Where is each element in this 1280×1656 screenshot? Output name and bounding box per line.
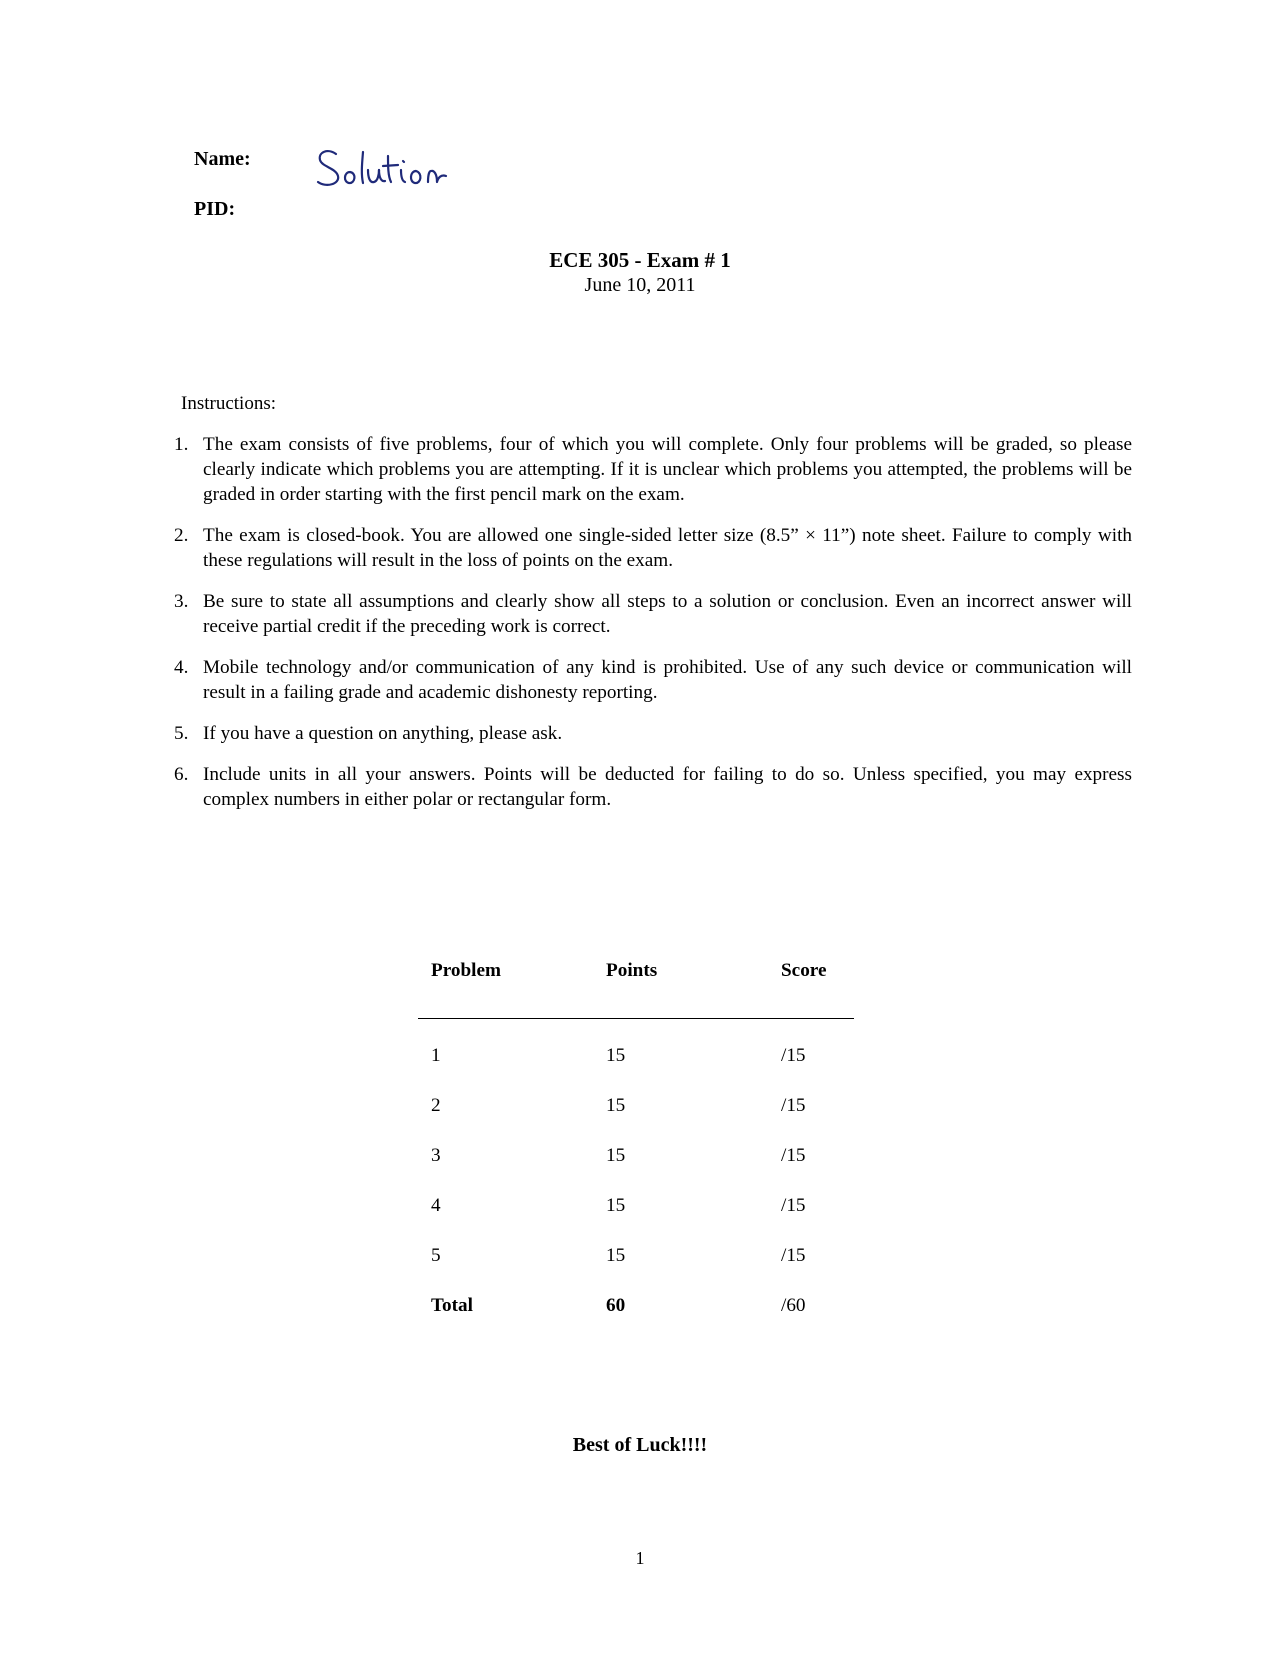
cell-problem: 3 [431,1145,441,1166]
instruction-item [174,523,1132,573]
instruction-number: 2. [174,525,189,546]
instruction-number: 6. [174,764,189,785]
instruction-text: Be sure to state all assumptions and clearly show all steps to a solution or conclusion. Even an incorrect answer will receive partial credit if the preceding work is correct. [203,591,1132,637]
instruction-number: 1. [174,434,189,455]
handwritten-solution-signature [316,142,476,198]
score-table-header-row [418,960,854,1019]
instruction-text: The exam is closed-book. You are allowed one single-sided letter size (8.5” × 11”) note sheet. Failure to comply with these regulations will result in the loss of points on the exam. [203,525,1132,571]
exam-date: June 10, 2011 [584,274,696,296]
total-score: /60 [781,1295,806,1316]
cell-score: /15 [781,1045,806,1066]
name-label: Name: [194,148,251,170]
cell-score: /15 [781,1095,806,1116]
instruction-number: 4. [174,657,189,678]
instructions-list [174,432,1132,828]
instruction-text: Include units in all your answers. Points will be deducted for failing to do so. Unless specified, you may express complex numbers in either polar or rectangular form. [203,764,1132,810]
total-label: Total [431,1295,473,1316]
instruction-item [174,762,1132,812]
table-row [418,1217,854,1267]
cell-points: 15 [606,1145,626,1166]
table-row [418,1167,854,1217]
instructions-heading: Instructions: [181,393,276,414]
cell-problem: 4 [431,1195,441,1216]
header-score: Score [768,960,854,1019]
table-row [418,1019,854,1068]
instruction-item [174,589,1132,639]
pid-label: PID: [194,198,236,220]
header-problem: Problem [418,960,593,1019]
header-points: Points [593,960,768,1019]
score-table [418,960,854,1317]
table-row [418,1117,854,1167]
instruction-item [174,655,1132,705]
cell-problem: 2 [431,1095,441,1116]
instruction-text: If you have a question on anything, please ask. [203,723,563,744]
cell-points: 15 [606,1195,626,1216]
svg-text:Solution: Solution [316,197,321,198]
total-points: 60 [606,1295,626,1316]
page-number: 1 [635,1548,645,1568]
cell-score: /15 [781,1145,806,1166]
instruction-text: Mobile technology and/or communication of any kind is prohibited. Use of any such device or communication will result in a failing grade and academic dishonesty reporting. [203,657,1132,703]
table-row [418,1067,854,1117]
instruction-item [174,432,1132,507]
cell-score: /15 [781,1245,806,1266]
cell-points: 15 [606,1245,626,1266]
closing-message: Best of Luck!!!! [572,1434,708,1456]
total-row [418,1267,854,1317]
instruction-number: 3. [174,591,189,612]
cell-points: 15 [606,1095,626,1116]
cell-score: /15 [781,1195,806,1216]
instruction-item [174,721,1132,746]
cell-problem: 5 [431,1245,441,1266]
instruction-text: The exam consists of five problems, four of which you will complete. Only four problems will be graded, so please clearly indicate which problems you are attempting. If it is unclear which problems you attempted, the problems will be graded in order starting with the first pencil mark on the exam. [203,434,1132,505]
cell-problem: 1 [431,1045,441,1066]
exam-title: ECE 305 - Exam # 1 [549,248,731,272]
cell-points: 15 [606,1045,626,1066]
instruction-number: 5. [174,723,189,744]
